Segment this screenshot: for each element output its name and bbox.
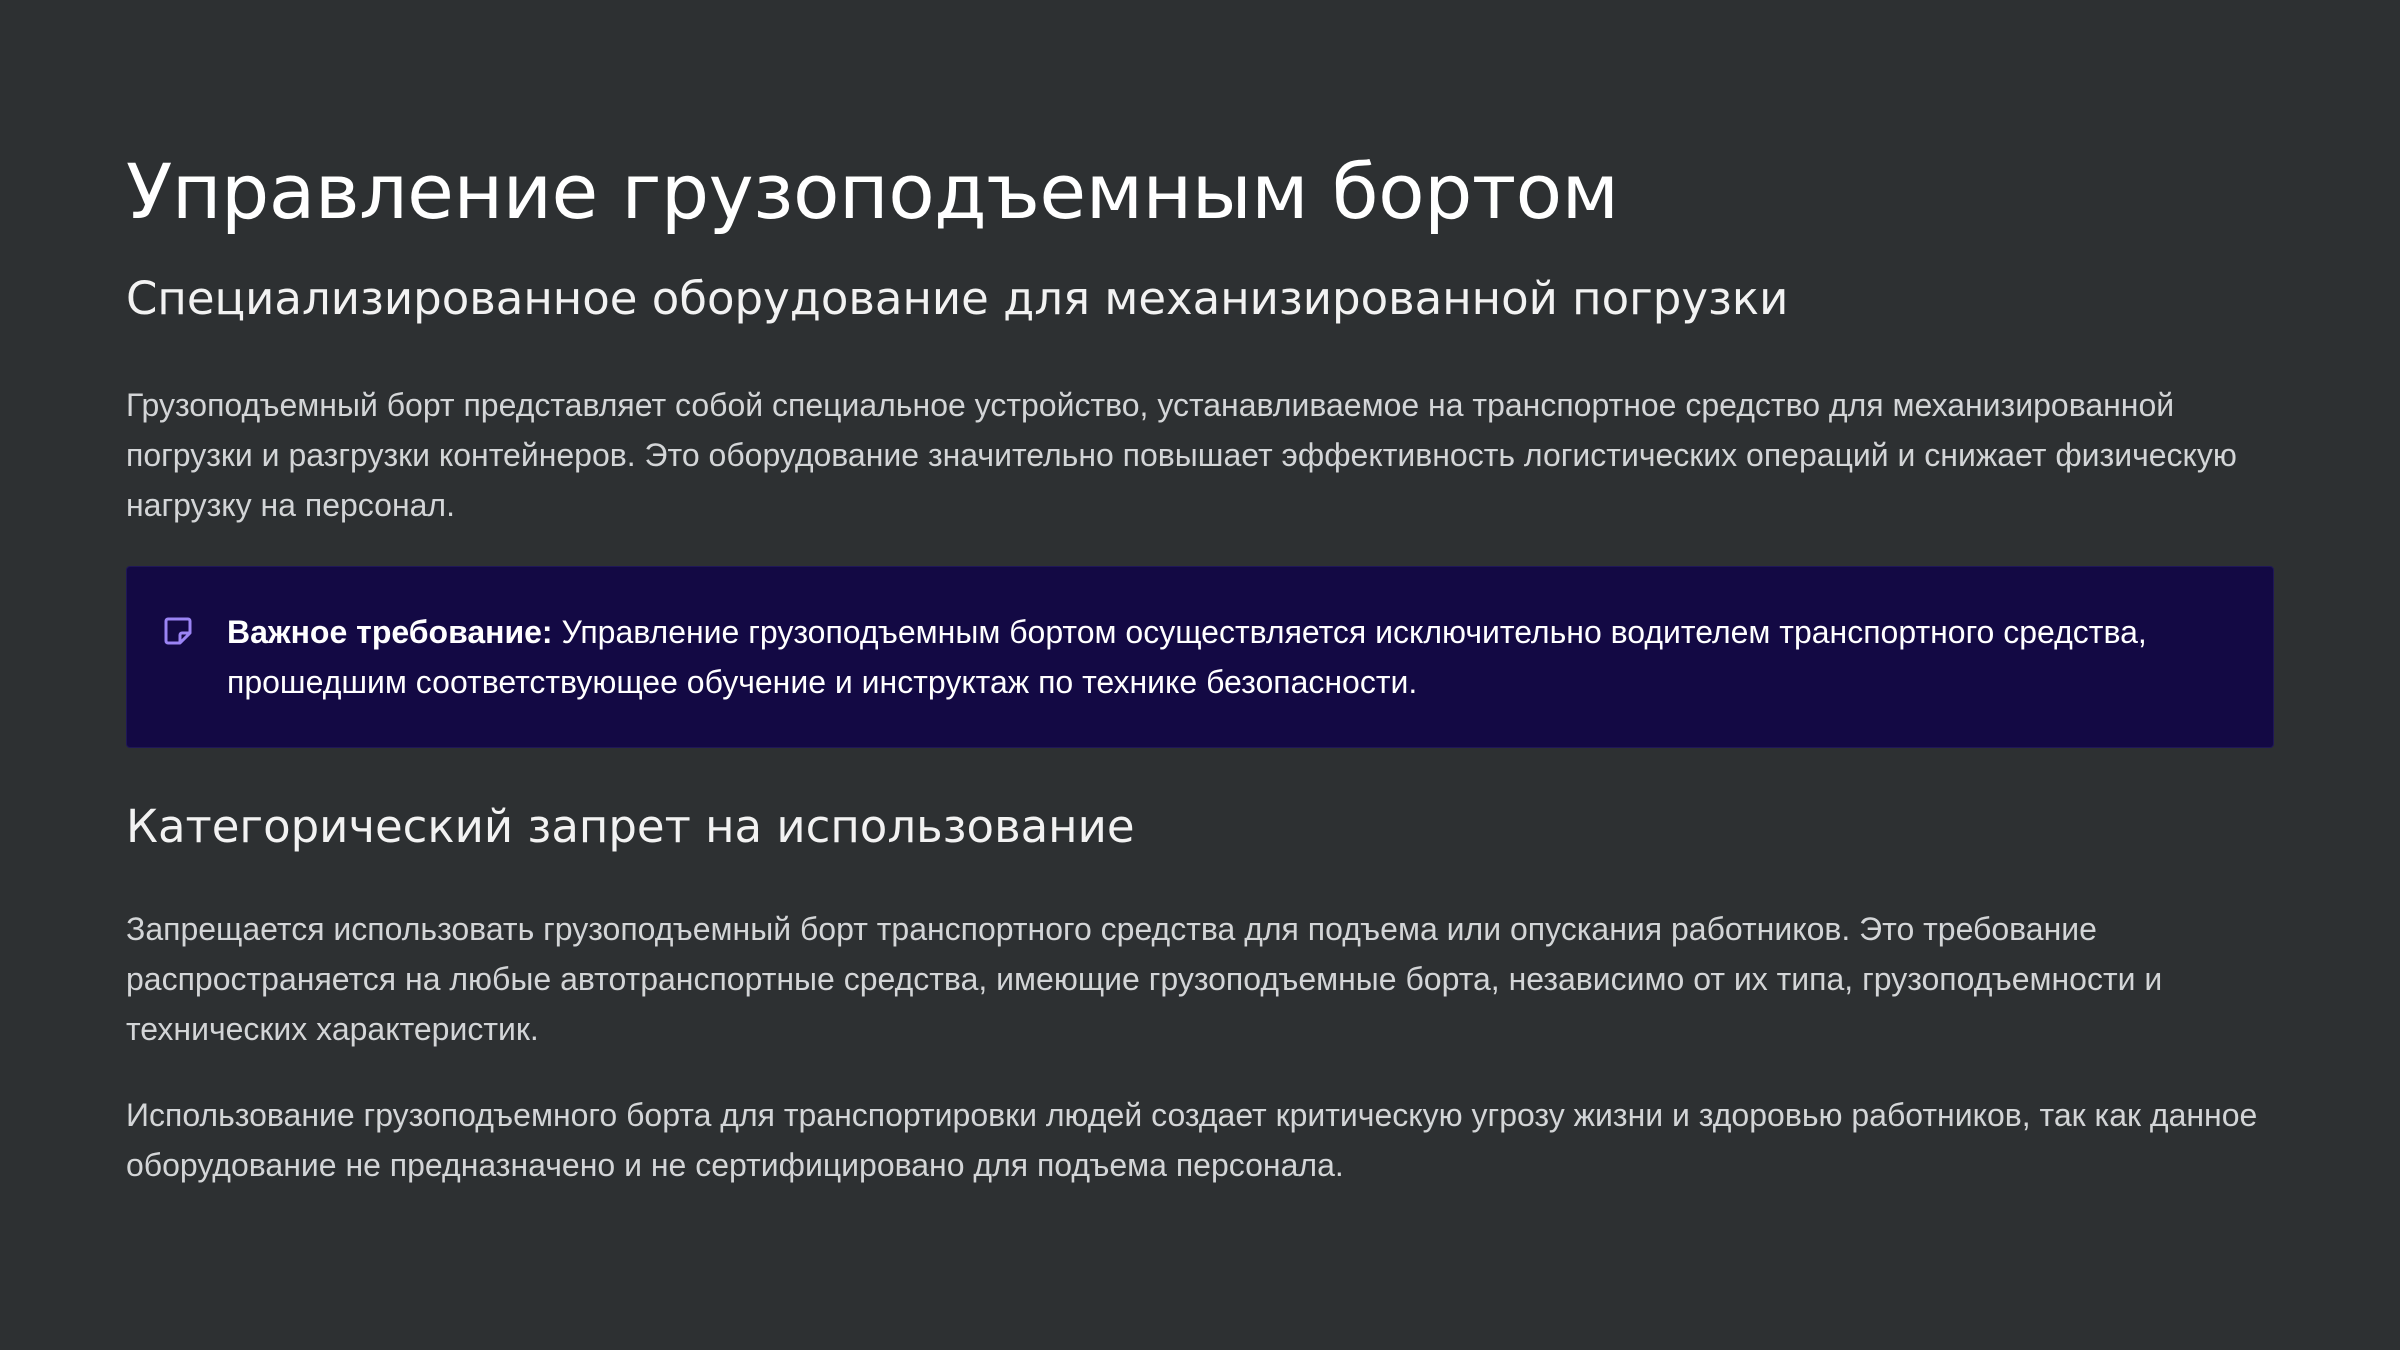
callout-label: Важное требование: [227,614,553,650]
section-heading: Категорический запрет на использование [126,800,1135,853]
risk-paragraph: Использование грузоподъемного борта для транспортировки людей создает критическую угрозу жизни и здоровью работников, так как данное оборудование не предназначено и не сертифицировано для подъема персонала. [126,1097,2258,1183]
intro-paragraph: Грузоподъемный борт представляет собой специальное устройство, устанавливаемое на транспортное средство для механизированной погрузки и разгрузки контейнеров. Это оборудование значительно повышает эффективность логистических операций и снижает физическую нагрузку на персонал. [126,387,2237,523]
callout-body: Управление грузоподъемным бортом осуществляется исключительно водителем транспортного средства, прошедшим соответствующее обучение и инструктаж по технике безопасности. [227,614,2147,700]
page-title: Управление грузоподъемным бортом [126,147,1619,236]
callout-text [227,607,2243,707]
note-icon [163,616,193,646]
ban-paragraph: Запрещается использовать грузоподъемный борт транспортного средства для подъема или опускания работников. Это требование распространяется на любые автотранспортные средства, имеющие грузоподъемные борта, независимо от их типа, грузоподъемности и технических характеристик. [126,911,2163,1047]
page-subtitle: Специализированное оборудование для механизированной погрузки [126,272,1789,325]
important-callout [126,566,2274,748]
